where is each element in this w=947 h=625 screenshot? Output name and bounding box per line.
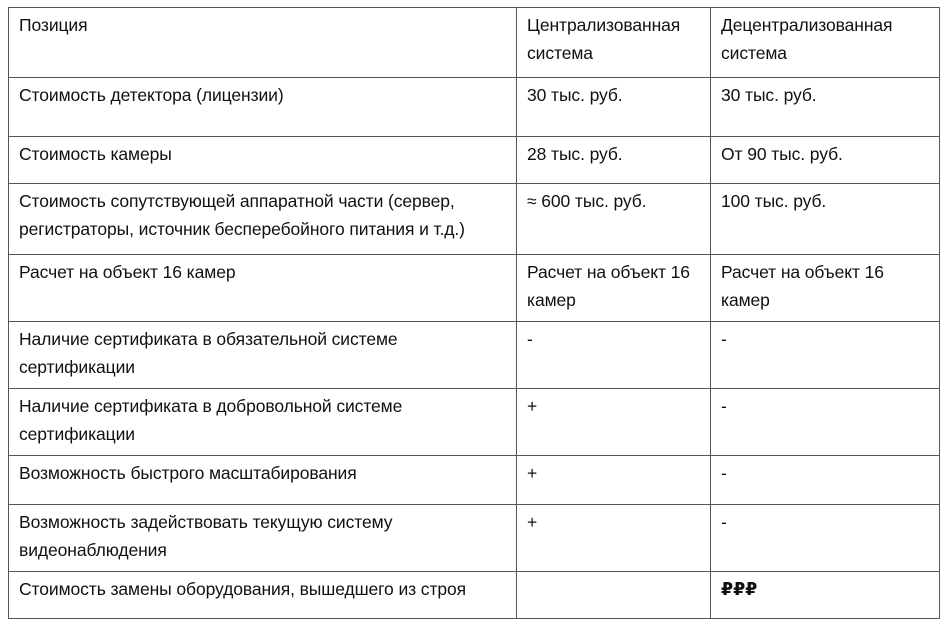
- row-centralized-value: +: [517, 456, 711, 505]
- row-centralized-value: 28 тыс. руб.: [517, 137, 711, 184]
- table-header-row: [9, 8, 940, 78]
- row-decentralized-value: 30 тыс. руб.: [711, 78, 940, 137]
- table-row: [9, 137, 940, 184]
- header-centralized: Централизованная система: [517, 8, 711, 78]
- row-label: Наличие сертификата в добровольной системе сертификации: [9, 389, 517, 456]
- row-centralized-value: +: [517, 505, 711, 572]
- comparison-table: [8, 7, 940, 619]
- row-decentralized-value: 100 тыс. руб.: [711, 184, 940, 255]
- row-centralized-value: Расчет на объект 16 камер: [517, 255, 711, 322]
- table-row: [9, 572, 940, 619]
- table-row: [9, 322, 940, 389]
- comparison-document: [8, 7, 940, 619]
- row-centralized-value: 30 тыс. руб.: [517, 78, 711, 137]
- row-label: Стоимость камеры: [9, 137, 517, 184]
- row-decentralized-value: От 90 тыс. руб.: [711, 137, 940, 184]
- header-decentralized: Децентрализованная система: [711, 8, 940, 78]
- header-position: Позиция: [9, 8, 517, 78]
- row-label: Стоимость замены оборудования, вышедшего из строя: [9, 572, 517, 619]
- table-row: [9, 456, 940, 505]
- row-label: Стоимость сопутствующей аппаратной части (сервер, регистраторы, источник бесперебойного питания и т.д.): [9, 184, 517, 255]
- row-label: Возможность задействовать текущую систему видеонаблюдения: [9, 505, 517, 572]
- row-decentralized-value: -: [711, 389, 940, 456]
- table-row: [9, 78, 940, 137]
- row-label: Расчет на объект 16 камер: [9, 255, 517, 322]
- row-centralized-value: +: [517, 389, 711, 456]
- table-row: [9, 255, 940, 322]
- row-label: Стоимость детектора (лицензии): [9, 78, 517, 137]
- row-decentralized-value: -: [711, 456, 940, 505]
- row-decentralized-value: Расчет на объект 16 камер: [711, 255, 940, 322]
- row-centralized-value: [517, 572, 711, 619]
- row-centralized-value: -: [517, 322, 711, 389]
- row-label: Возможность быстрого масштабирования: [9, 456, 517, 505]
- table-row: [9, 389, 940, 456]
- row-decentralized-value: -: [711, 505, 940, 572]
- row-decentralized-value: ₽₽₽: [711, 572, 940, 619]
- table-row: [9, 184, 940, 255]
- table-row: [9, 505, 940, 572]
- row-decentralized-value: -: [711, 322, 940, 389]
- row-centralized-value: ≈ 600 тыс. руб.: [517, 184, 711, 255]
- row-label: Наличие сертификата в обязательной системе сертификации: [9, 322, 517, 389]
